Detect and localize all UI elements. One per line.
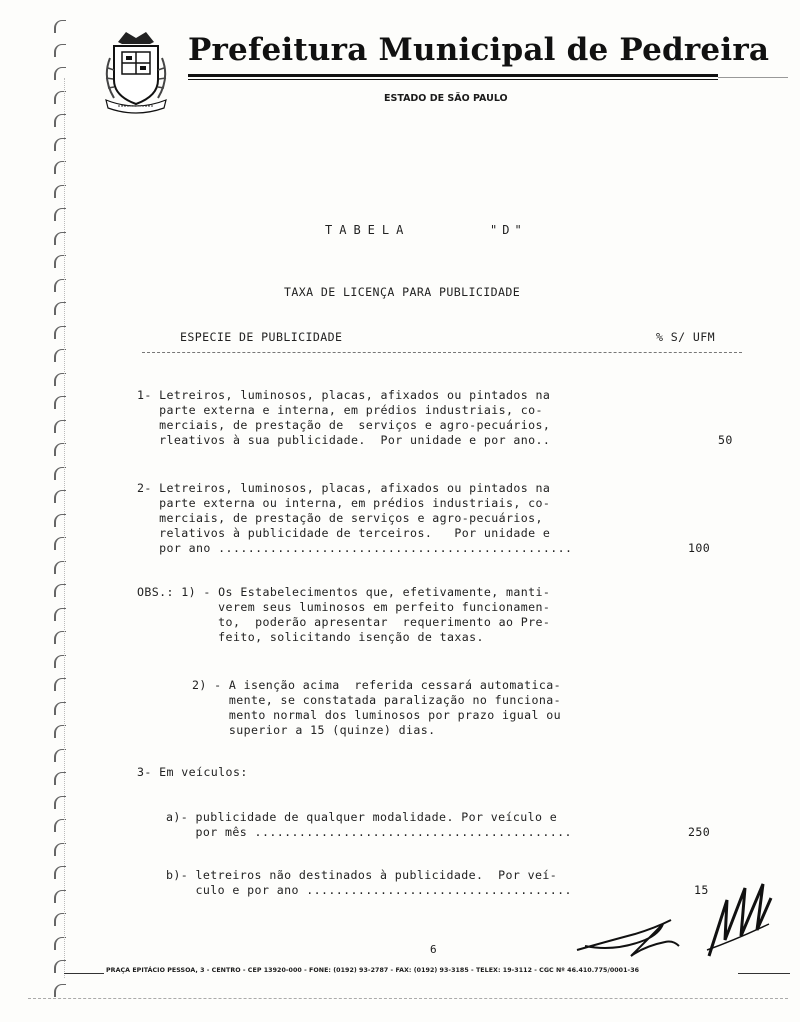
table-code: "D" — [490, 223, 527, 237]
text-line: merciais, de prestação de serviços e agro-pecuários, — [137, 511, 543, 525]
item-1-value: 50 — [718, 433, 733, 447]
item-3a-value: 250 — [688, 825, 711, 839]
item-3b-text — [166, 868, 572, 898]
binder-hole — [54, 20, 66, 33]
text-line: culo e por ano .................................... — [166, 883, 572, 897]
text-line: mente, se constatada paralização no funciona- — [192, 693, 562, 707]
text-line: mento normal dos luminosos por prazo igual ou — [192, 708, 562, 722]
item-3-heading: 3- Em veículos: — [137, 765, 248, 779]
text-line: 2) - A isenção acima referida cessará automatica- — [192, 678, 562, 692]
handwritten-signature-icon — [575, 912, 685, 962]
text-line: 1- Letreiros, luminosos, placas, afixados ou pintados na — [137, 388, 551, 402]
header-rule — [188, 74, 718, 77]
header-rule-extension — [718, 77, 788, 78]
footer-address: PRAÇA EPITÁCIO PESSOA, 3 - CENTRO - CEP 13920-000 - FONE: (0192) 93-2787 - FAX: (0192) 93-3185 - TELEX: 19-3112 - CGC Nº 46.410.775/0001-36 — [106, 967, 640, 974]
obs-1-text — [137, 585, 550, 645]
text-line: superior a 15 (quinze) dias. — [192, 723, 436, 737]
text-line: rleativos à sua publicidade. Por unidade e por ano.. — [137, 433, 551, 447]
text-line: OBS.: 1) - Os Estabelecimentos que, efetivamente, manti- — [137, 585, 551, 599]
margin-line — [64, 78, 66, 978]
footer-rule-left — [64, 973, 104, 974]
item-2-text — [137, 481, 572, 556]
column-header-species: ESPECIE DE PUBLICIDADE — [180, 330, 343, 344]
text-line: relativos à publicidade de terceiros. Por unidade e — [137, 526, 551, 540]
text-line: por mês ........................................... — [166, 825, 572, 839]
bottom-edge-line — [28, 998, 788, 999]
text-line: feito, solicitando isenção de taxas. — [137, 630, 484, 644]
state-label: ESTADO DE SÃO PAULO — [384, 93, 508, 104]
text-line: parte externa e interna, em prédios industriais, co- — [137, 403, 543, 417]
item-1-text — [137, 388, 550, 448]
header-rule-thin — [188, 79, 718, 80]
text-line: por ano ................................................ — [137, 541, 573, 555]
binder-holes — [50, 20, 70, 1010]
initials-signature-icon — [705, 880, 775, 960]
item-3b-value: 15 — [694, 883, 709, 897]
municipal-coat-of-arms-icon — [100, 28, 172, 116]
text-line: a)- publicidade de qualquer modalidade. Por veículo e — [166, 810, 558, 824]
text-line: verem seus luminosos em perfeito funcionamen- — [137, 600, 551, 614]
text-line: parte externa ou interna, em prédios industriais, co- — [137, 496, 551, 510]
text-line: merciais, de prestação de serviços e agro-pecuários, — [137, 418, 551, 432]
table-subtitle: TAXA DE LICENÇA PARA PUBLICIDADE — [284, 285, 521, 299]
text-line: b)- letreiros não destinados à publicidade. Por veí- — [166, 868, 558, 882]
footer-rule-right — [738, 973, 790, 974]
page-title: Prefeitura Municipal de Pedreira — [188, 32, 770, 68]
item-3a-text — [166, 810, 572, 840]
column-header-rate: % S/ UFM — [656, 330, 716, 344]
header-divider — [142, 352, 742, 353]
binder-hole — [54, 44, 66, 57]
text-line: 2- Letreiros, luminosos, placas, afixados ou pintados na — [137, 481, 551, 495]
obs-2-text — [192, 678, 561, 738]
binder-hole — [54, 984, 66, 997]
page-number: 6 — [430, 943, 437, 956]
item-2-value: 100 — [688, 541, 711, 555]
text-line: to, poderão apresentar requerimento ao Pre- — [137, 615, 551, 629]
table-heading: TABELA — [325, 223, 411, 237]
